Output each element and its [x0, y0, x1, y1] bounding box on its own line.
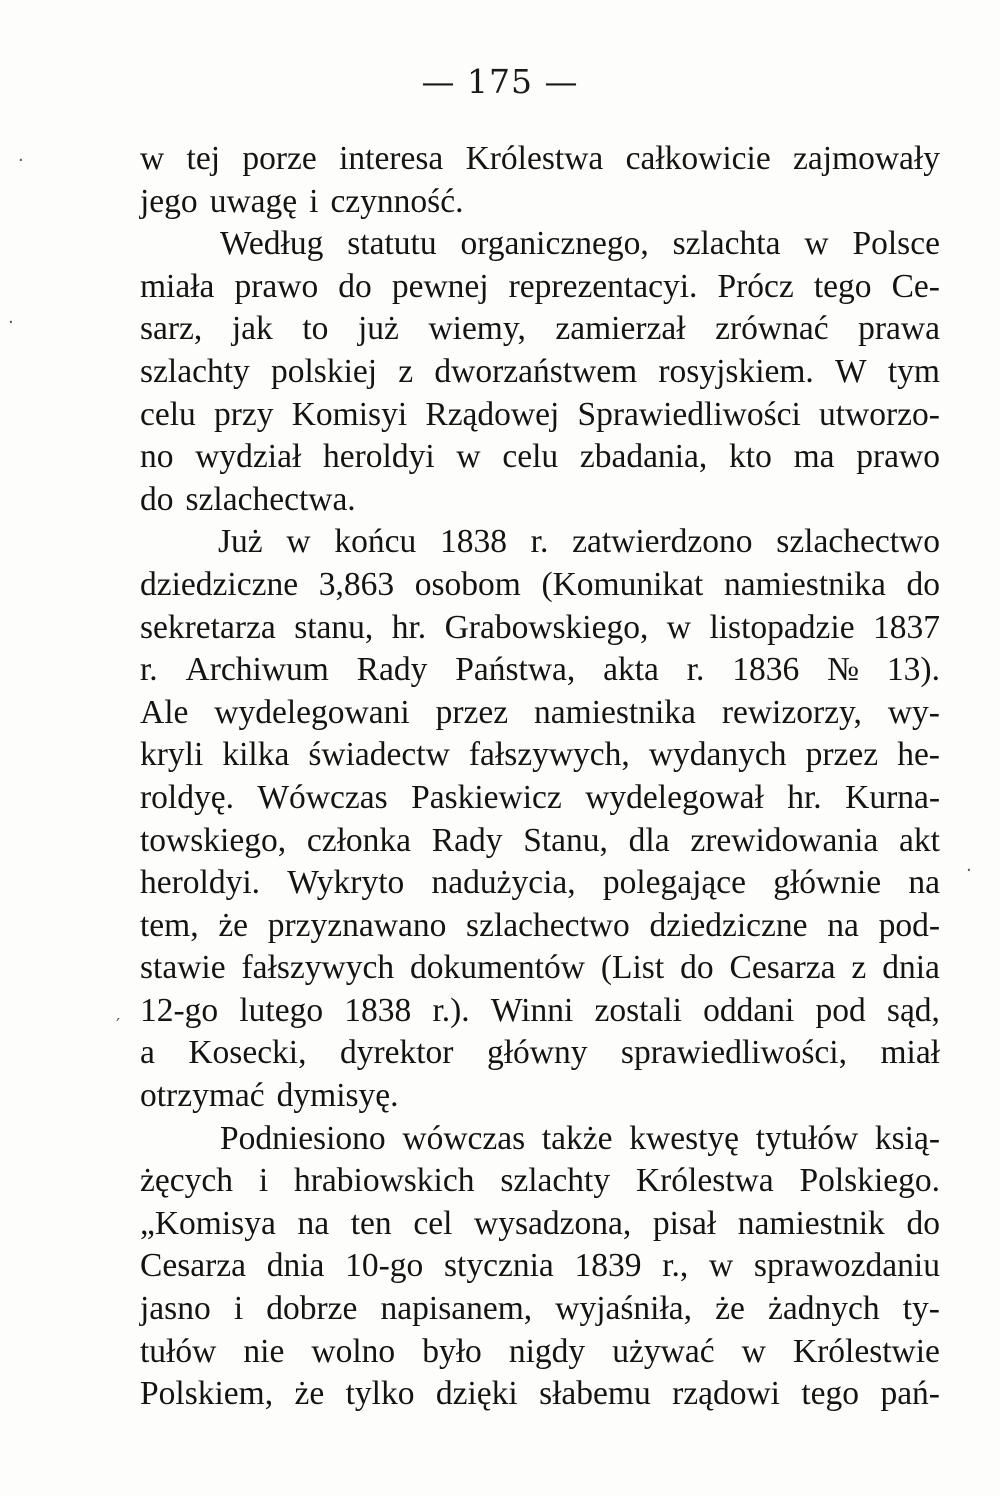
word: dziedziczne — [140, 565, 299, 603]
word: heroldyi. — [140, 864, 261, 902]
text-line — [140, 1118, 940, 1161]
word: z — [398, 352, 414, 390]
word: fałszywych — [241, 949, 395, 987]
word: ten — [350, 1204, 392, 1242]
word: r. — [140, 651, 158, 689]
word: 1837 — [873, 608, 940, 646]
text-line — [140, 351, 940, 394]
word: sekretarza — [140, 608, 276, 646]
word: pisał — [652, 1204, 717, 1242]
word: 1839 — [574, 1247, 642, 1285]
word: Królestwa — [465, 140, 604, 177]
word: wydelegował — [585, 778, 764, 816]
text-line — [140, 692, 940, 735]
word: przez — [805, 736, 879, 774]
word: jasno — [140, 1290, 211, 1328]
word: cel — [413, 1204, 453, 1242]
text-line — [140, 1032, 940, 1075]
word: otrzymać — [140, 1077, 265, 1115]
word: dla — [628, 821, 670, 859]
word: zajmowały — [793, 140, 940, 177]
text-line — [140, 564, 940, 607]
word: rządowi — [672, 1375, 780, 1413]
word: r. — [686, 651, 705, 689]
word: miała — [140, 267, 215, 305]
word: (Komunikat — [541, 565, 704, 603]
word: świadectw — [308, 736, 450, 774]
word: żadnych — [768, 1290, 880, 1328]
word: r. — [530, 523, 549, 561]
word: w — [456, 438, 481, 476]
word: że — [715, 1290, 745, 1328]
text-line — [140, 820, 940, 863]
word: Państwa, — [455, 651, 576, 689]
word: listopadzie — [709, 608, 855, 646]
word: prawo — [856, 438, 940, 476]
word: interesa — [339, 140, 444, 177]
word: miał — [880, 1034, 940, 1072]
word: tego — [801, 1375, 860, 1413]
word: szlachectwo — [466, 906, 630, 944]
word: zatwierdzono — [572, 523, 753, 561]
body-text — [140, 138, 940, 1416]
word: Podniesiono — [220, 1119, 386, 1157]
text-line — [140, 777, 940, 820]
word: reprezentacyi. — [508, 267, 698, 305]
word: dokumentów — [410, 949, 585, 987]
text-line — [140, 1203, 940, 1246]
word: sąd, — [886, 991, 940, 1029]
word: tytułów — [755, 1119, 859, 1157]
word: Cesarza — [729, 949, 836, 987]
word: 12-go — [140, 991, 219, 1029]
word: do — [338, 267, 372, 305]
word: napisanem, — [380, 1290, 533, 1328]
word: Kurna- — [845, 778, 940, 816]
word: szlachty — [140, 352, 250, 390]
word: w — [140, 140, 165, 177]
word: hr. — [787, 778, 822, 816]
word: stycznia — [444, 1247, 554, 1285]
text-line — [140, 1288, 940, 1331]
word: wydelegowani — [214, 693, 410, 731]
word: Polskiego. — [799, 1162, 940, 1200]
word: ksią- — [874, 1119, 940, 1157]
text-line — [140, 905, 940, 948]
word: tułów — [140, 1332, 217, 1370]
word: w — [709, 1247, 734, 1285]
word: dyrektor — [339, 1034, 454, 1072]
word: główny — [486, 1034, 588, 1072]
word: Polsce — [852, 225, 940, 263]
word: dziedziczne — [649, 906, 808, 944]
word: 10-go — [345, 1247, 424, 1285]
word: celu — [140, 395, 196, 433]
word: zostali — [594, 991, 682, 1029]
word: ty- — [902, 1290, 940, 1328]
word: to — [302, 310, 329, 348]
word: do — [140, 480, 174, 518]
word: do — [906, 1204, 940, 1242]
word: jego — [140, 182, 198, 220]
text-line — [140, 862, 940, 905]
word: dzięki — [435, 1375, 518, 1413]
word: pod — [815, 991, 866, 1029]
word: Wykryto — [287, 864, 405, 902]
word: Królestwa — [635, 1162, 774, 1200]
word: przyznawano — [267, 906, 447, 944]
word: Cesarza — [140, 1247, 247, 1285]
word: Winni — [490, 991, 574, 1029]
word: r., — [662, 1247, 689, 1285]
word: dnia — [266, 1247, 325, 1285]
word: r.). — [432, 991, 470, 1029]
word: na — [827, 906, 859, 944]
word: Kosecki, — [188, 1034, 307, 1072]
word: wówczas — [402, 1119, 526, 1157]
word: № — [827, 651, 860, 689]
text-line — [140, 990, 940, 1033]
word: Archiwum — [185, 651, 329, 689]
word: przy — [214, 395, 274, 433]
word: na — [908, 864, 940, 902]
word: nie — [243, 1332, 285, 1370]
word: wiemy, — [428, 310, 526, 348]
text-line — [140, 734, 940, 777]
word: celu — [502, 438, 559, 476]
word: Według — [220, 225, 324, 263]
word: kilka — [222, 736, 290, 774]
word: zamierzał — [555, 310, 686, 348]
word: uwagę — [209, 182, 298, 220]
word: stawie — [140, 949, 226, 987]
word: i — [309, 182, 319, 220]
word: lutego — [239, 991, 324, 1029]
word: hr. — [391, 608, 427, 646]
word: fałszywych, — [468, 736, 630, 774]
word: 1836 — [732, 651, 800, 689]
text-line — [140, 1160, 940, 1203]
word: członka — [306, 821, 412, 859]
word: polegające — [602, 864, 747, 902]
word: tem, — [140, 906, 199, 944]
word: statutu — [347, 225, 437, 263]
word: że — [218, 906, 249, 944]
word: szlachty — [500, 1162, 611, 1200]
word: Komisyi — [291, 395, 408, 433]
word: dymisyę. — [276, 1077, 399, 1115]
word: a — [140, 1034, 155, 1072]
word: Prócz — [717, 267, 794, 305]
margin-speck: · — [8, 312, 14, 333]
text-line — [140, 1075, 940, 1118]
word: utworzo- — [819, 395, 940, 433]
text-line — [140, 394, 940, 437]
word: Królestwie — [792, 1332, 940, 1370]
word: w — [741, 1332, 766, 1370]
word: sarz, — [140, 310, 203, 348]
word: zbadania, — [579, 438, 708, 476]
word: prawo — [234, 267, 319, 305]
word: rosyjskiem. — [658, 352, 814, 390]
word: tym — [887, 352, 940, 390]
word: Ce- — [891, 267, 940, 305]
text-line — [140, 947, 940, 990]
word: w — [804, 225, 829, 263]
word: Sprawiedliwości — [577, 395, 801, 433]
word: porze — [242, 140, 317, 177]
word: stanu, — [294, 608, 374, 646]
word: pewnej — [391, 267, 489, 305]
word: już — [357, 310, 399, 348]
word: namiestnik — [737, 1204, 885, 1242]
word: całkowicie — [625, 140, 771, 177]
word: tej — [186, 140, 221, 177]
text-line — [140, 479, 940, 522]
word: no — [140, 438, 174, 476]
word: (List — [600, 949, 665, 987]
word: rewizorzy, — [721, 693, 862, 731]
word: Rady — [356, 651, 428, 689]
margin-speck: · — [18, 150, 24, 171]
word: kwestyę — [629, 1119, 740, 1157]
text-line — [140, 607, 940, 650]
text-line — [140, 649, 940, 692]
word: Stanu, — [523, 821, 608, 859]
word: także — [541, 1119, 613, 1157]
word: nigdy — [508, 1332, 586, 1370]
text-line — [140, 1331, 940, 1374]
word: towskiego, — [140, 821, 287, 859]
word: przez — [435, 693, 509, 731]
word: osobom — [414, 565, 521, 603]
word: że — [294, 1375, 325, 1413]
word: polskiej — [270, 352, 378, 390]
word: szlachectwo — [776, 523, 940, 561]
word: 1838 — [439, 523, 507, 561]
word: 3,863 — [318, 565, 395, 603]
word: tego — [813, 267, 872, 305]
page-number: — 175 — — [421, 62, 579, 101]
word: sprawozdaniu — [753, 1247, 940, 1285]
word: wydanych — [648, 736, 787, 774]
word: Polskiem, — [140, 1375, 274, 1413]
word: namiestnika — [534, 693, 696, 731]
word: z — [851, 949, 867, 987]
word: do — [680, 949, 714, 987]
word: he- — [897, 736, 940, 774]
word: głównie — [773, 864, 882, 902]
word: dnia — [882, 949, 940, 987]
word: wolno — [311, 1332, 396, 1370]
word: pod- — [878, 906, 940, 944]
text-line — [140, 266, 940, 309]
word: akt — [899, 821, 940, 859]
word: Wówczas — [257, 778, 388, 816]
text-line — [140, 223, 940, 266]
word: Już — [218, 523, 263, 561]
word: wyjaśniła, — [555, 1290, 693, 1328]
word: szlachta — [672, 225, 781, 263]
word: hrabiowskich — [293, 1162, 475, 1200]
word: zrewidowania — [690, 821, 879, 859]
word: w — [286, 523, 311, 561]
margin-speck: ′ — [116, 1015, 121, 1036]
word: i — [258, 1162, 269, 1200]
word: Rządowej — [425, 395, 560, 433]
text-line — [140, 181, 940, 224]
word: słabemu — [539, 1375, 651, 1413]
word: akta — [603, 651, 659, 689]
word: pań- — [880, 1375, 940, 1413]
word: dworzaństwem — [434, 352, 638, 390]
word: wysadzona, — [474, 1204, 632, 1242]
word: na — [297, 1204, 330, 1242]
word: zrównać — [715, 310, 829, 348]
word: „Komisya — [140, 1204, 276, 1242]
word: jak — [231, 310, 273, 348]
word: Grabowskiego, — [444, 608, 649, 646]
text-line — [140, 308, 940, 351]
word: Rady — [431, 821, 503, 859]
word: dobrze — [266, 1290, 358, 1328]
word: Paskiewicz — [411, 778, 562, 816]
word: prawa — [858, 310, 940, 348]
margin-speck: · — [966, 860, 972, 881]
word: namiestnika — [723, 565, 886, 603]
text-line — [140, 138, 940, 181]
word: 1838 — [344, 991, 412, 1029]
word: kryli — [140, 736, 204, 774]
text-line — [140, 1245, 940, 1288]
word: było — [422, 1332, 482, 1370]
word: wydział — [195, 438, 302, 476]
text-line — [140, 1373, 940, 1416]
word: wy- — [887, 693, 940, 731]
word: heroldyi — [323, 438, 435, 476]
word: sprawiedliwości, — [620, 1034, 847, 1072]
word: tylko — [345, 1375, 415, 1413]
word: W — [835, 352, 867, 390]
word: 13). — [886, 651, 940, 689]
word: żęcych — [140, 1162, 233, 1200]
word: czynność. — [330, 182, 464, 220]
word: i — [233, 1290, 244, 1328]
word: oddani — [703, 991, 795, 1029]
text-line — [140, 436, 940, 479]
word: ma — [793, 438, 835, 476]
word: organicznego, — [460, 225, 649, 263]
word: roldyę. — [140, 778, 234, 816]
word: do — [906, 565, 940, 603]
word: w — [666, 608, 691, 646]
word: Ale — [140, 693, 189, 731]
word: szlachectwa. — [185, 480, 356, 518]
word: nadużycia, — [431, 864, 576, 902]
word: końcu — [334, 523, 417, 561]
word: kto — [729, 438, 772, 476]
word: używać — [612, 1332, 715, 1370]
text-line — [140, 521, 940, 564]
